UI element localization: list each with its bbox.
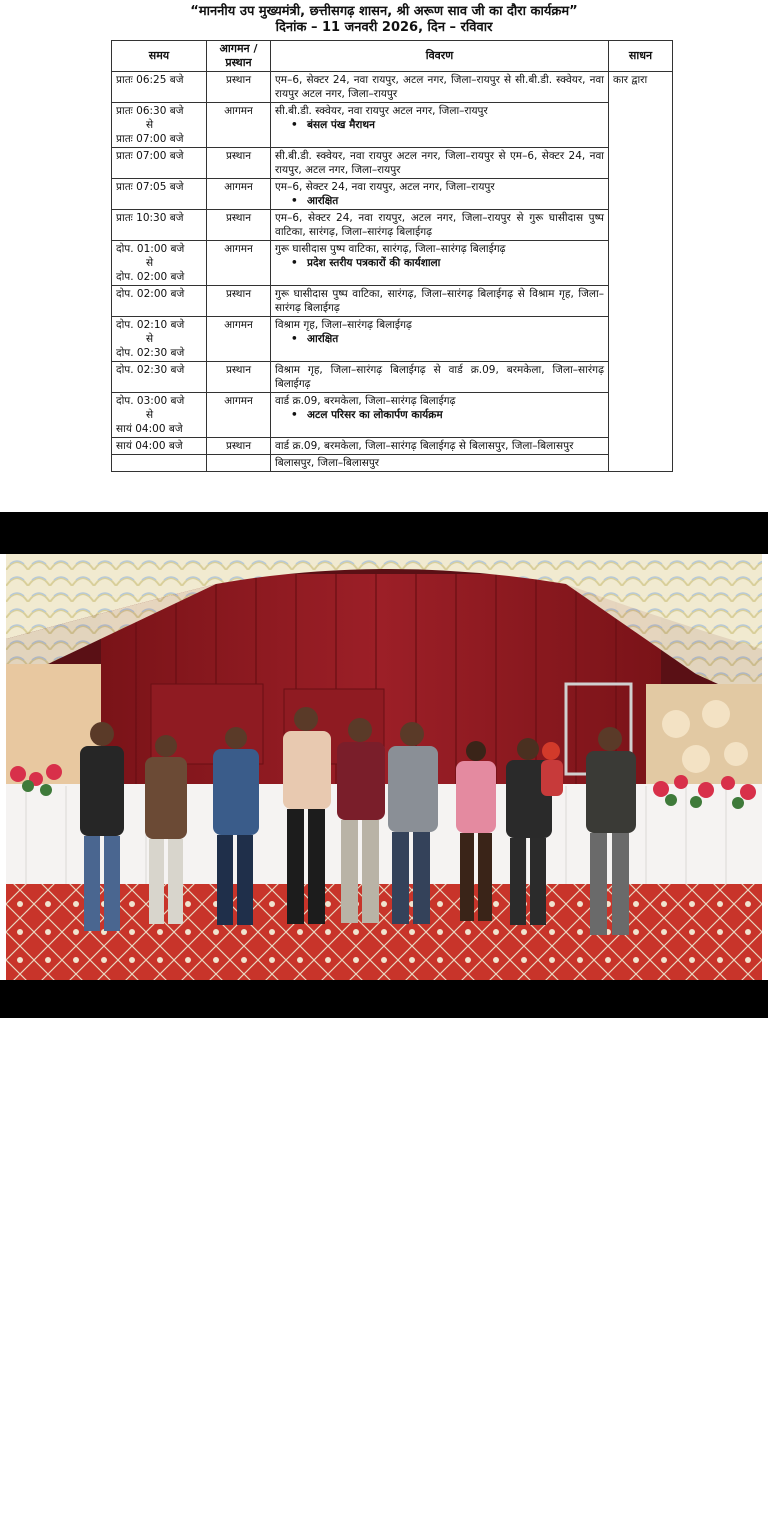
cell-description (271, 455, 609, 472)
cell-description (271, 210, 609, 241)
time-line: दोप. 03:00 बजे (116, 395, 185, 407)
cell-type: आगमन (207, 179, 271, 210)
description-text: वार्ड क्र.09, बरमकेला, जिला–सारंगढ़ बिलाईगढ़ से बिलासपुर, जिला–बिलासपुर (275, 440, 574, 452)
time-line: प्रातः 10:30 बजे (116, 212, 184, 224)
header-time: समय (112, 41, 207, 72)
cell-time (112, 286, 207, 317)
event-name: • आरक्षित (275, 332, 604, 346)
table-row (112, 455, 673, 472)
document-title: “माननीय उप मुख्यमंत्री, छत्तीसगढ़ शासन, श्री अरूण साव जी का दौरा कार्यक्रम” (190, 4, 578, 19)
cell-description (271, 362, 609, 393)
cell-time (112, 179, 207, 210)
top-black-band (0, 512, 768, 554)
description-text: वार्ड क्र.09, बरमकेला, जिला–सारंगढ़ बिलाईगढ़ (275, 395, 456, 407)
cell-time (112, 362, 207, 393)
time-line: प्रातः 07:00 बजे (116, 150, 184, 162)
cell-time (112, 148, 207, 179)
cell-description (271, 438, 609, 455)
table-row (112, 362, 673, 393)
event-name: • प्रदेश स्तरीय पत्रकारों की कार्यशाला (275, 256, 604, 270)
time-line: से (146, 333, 154, 345)
time-line: दोप. 02:10 बजे (116, 319, 185, 331)
cell-time (112, 438, 207, 455)
time-line: प्रातः 06:25 बजे (116, 74, 184, 86)
table-row (112, 103, 673, 148)
time-line: दोप. 02:00 बजे (116, 288, 185, 300)
description-text: बिलासपुर, जिला–बिलासपुर (275, 457, 380, 469)
cell-time (112, 317, 207, 362)
cell-description (271, 148, 609, 179)
cell-description (271, 241, 609, 286)
description-text: एम–6, सेक्टर 24, नवा रायपुर, अटल नगर, जिला–रायपुर से गुरू घासीदास पुष्प वाटिका, सारंगढ़, जिला–सारंगढ़ बिलाईगढ़ (275, 212, 604, 238)
cell-time (112, 72, 207, 103)
cell-mode: कार द्वारा (609, 72, 673, 472)
header-type: आगमन / प्रस्थान (207, 41, 271, 72)
cell-type: आगमन (207, 103, 271, 148)
cell-type: प्रस्थान (207, 210, 271, 241)
photo-watermark (20, 1466, 130, 1516)
cell-description (271, 317, 609, 362)
header-mode: साधन (609, 41, 673, 72)
time-line: दोप. 02:30 बजे (116, 347, 185, 359)
cell-time (112, 103, 207, 148)
description-text: गुरू घासीदास पुष्प वाटिका, सारंगढ़, जिला–सारंगढ़ बिलाईगढ़ से विश्राम गृह, जिला–सारंगढ़ बिलाईगढ़ (275, 288, 604, 314)
cell-description (271, 393, 609, 438)
table-row (112, 148, 673, 179)
cell-time (112, 455, 207, 472)
table-row (112, 72, 673, 103)
event-name: • बंसल पंख मैराथन (275, 118, 604, 132)
bottom-black-band (0, 980, 768, 1018)
time-line: प्रातः 07:05 बजे (116, 181, 184, 193)
cell-type: प्रस्थान (207, 286, 271, 317)
table-row (112, 393, 673, 438)
table-row (112, 286, 673, 317)
cell-type: प्रस्थान (207, 438, 271, 455)
cell-description (271, 286, 609, 317)
table-body (112, 72, 673, 472)
time-line: सायं 04:00 बजे (116, 423, 183, 435)
cell-time (112, 241, 207, 286)
time-line: से (146, 257, 154, 269)
group-photo-illustration (6, 554, 762, 980)
schedule-table (111, 40, 673, 472)
cell-time (112, 393, 207, 438)
document-date: दिनांक – 11 जनवरी 2026, दिन – रविवार (275, 20, 493, 35)
cell-type (207, 455, 271, 472)
cell-description (271, 72, 609, 103)
cell-type: प्रस्थान (207, 362, 271, 393)
event-name: • अटल परिसर का लोकार्पण कार्यक्रम (275, 408, 604, 422)
event-name: • आरक्षित (275, 194, 604, 208)
table-row (112, 241, 673, 286)
cell-time (112, 210, 207, 241)
time-line: सायं 04:00 बजे (116, 440, 183, 452)
time-line: से (146, 119, 154, 131)
cell-type: आगमन (207, 241, 271, 286)
description-text: सी.बी.डी. स्क्वेयर, नवा रायपुर अटल नगर, जिला–रायपुर से एम–6, सेक्टर 24, नवा रायपुर, अटल नगर, जिला–रायपुर (275, 150, 604, 176)
time-line: प्रातः 07:00 बजे (116, 133, 184, 145)
table-row (112, 210, 673, 241)
cell-description (271, 103, 609, 148)
time-line: दोप. 02:30 बजे (116, 364, 185, 376)
table-header-row (112, 41, 673, 72)
watermark-signature: Khushboo (20, 1466, 121, 1490)
group-photo (6, 554, 762, 1506)
time-line: दोप. 01:00 बजे (116, 243, 185, 255)
watermark-caption: माटी के संदेश (20, 1495, 70, 1506)
cell-type: आगमन (207, 317, 271, 362)
table-row (112, 438, 673, 455)
description-text: एम–6, सेक्टर 24, नवा रायपुर, अटल नगर, जिला–रायपुर (275, 181, 495, 193)
description-text: सी.बी.डी. स्क्वेयर, नवा रायपुर अटल नगर, जिला–रायपुर (275, 105, 488, 117)
table-row (112, 317, 673, 362)
schedule-document (0, 0, 768, 512)
time-line: प्रातः 06:30 बजे (116, 105, 184, 117)
cell-description (271, 179, 609, 210)
time-line: से (146, 409, 154, 421)
cell-type: प्रस्थान (207, 148, 271, 179)
time-line: दोप. 02:00 बजे (116, 271, 185, 283)
description-text: एम–6, सेक्टर 24, नवा रायपुर, अटल नगर, जिला–रायपुर से सी.बी.डी. स्क्वेयर, नवा रायपुर अटल नगर, जिला–रायपुर (275, 74, 604, 100)
description-text: गुरू घासीदास पुष्प वाटिका, सारंगढ़, जिला–सारंगढ़ बिलाईगढ़ (275, 243, 506, 255)
table-row (112, 179, 673, 210)
description-text: विश्राम गृह, जिला–सारंगढ़ बिलाईगढ़ से वार्ड क्र.09, बरमकेला, जिला–सारंगढ़ बिलाईगढ़ (275, 364, 604, 390)
description-text: विश्राम गृह, जिला–सारंगढ़ बिलाईगढ़ (275, 319, 412, 331)
header-description: विवरण (271, 41, 609, 72)
cell-type: आगमन (207, 393, 271, 438)
cell-type: प्रस्थान (207, 72, 271, 103)
